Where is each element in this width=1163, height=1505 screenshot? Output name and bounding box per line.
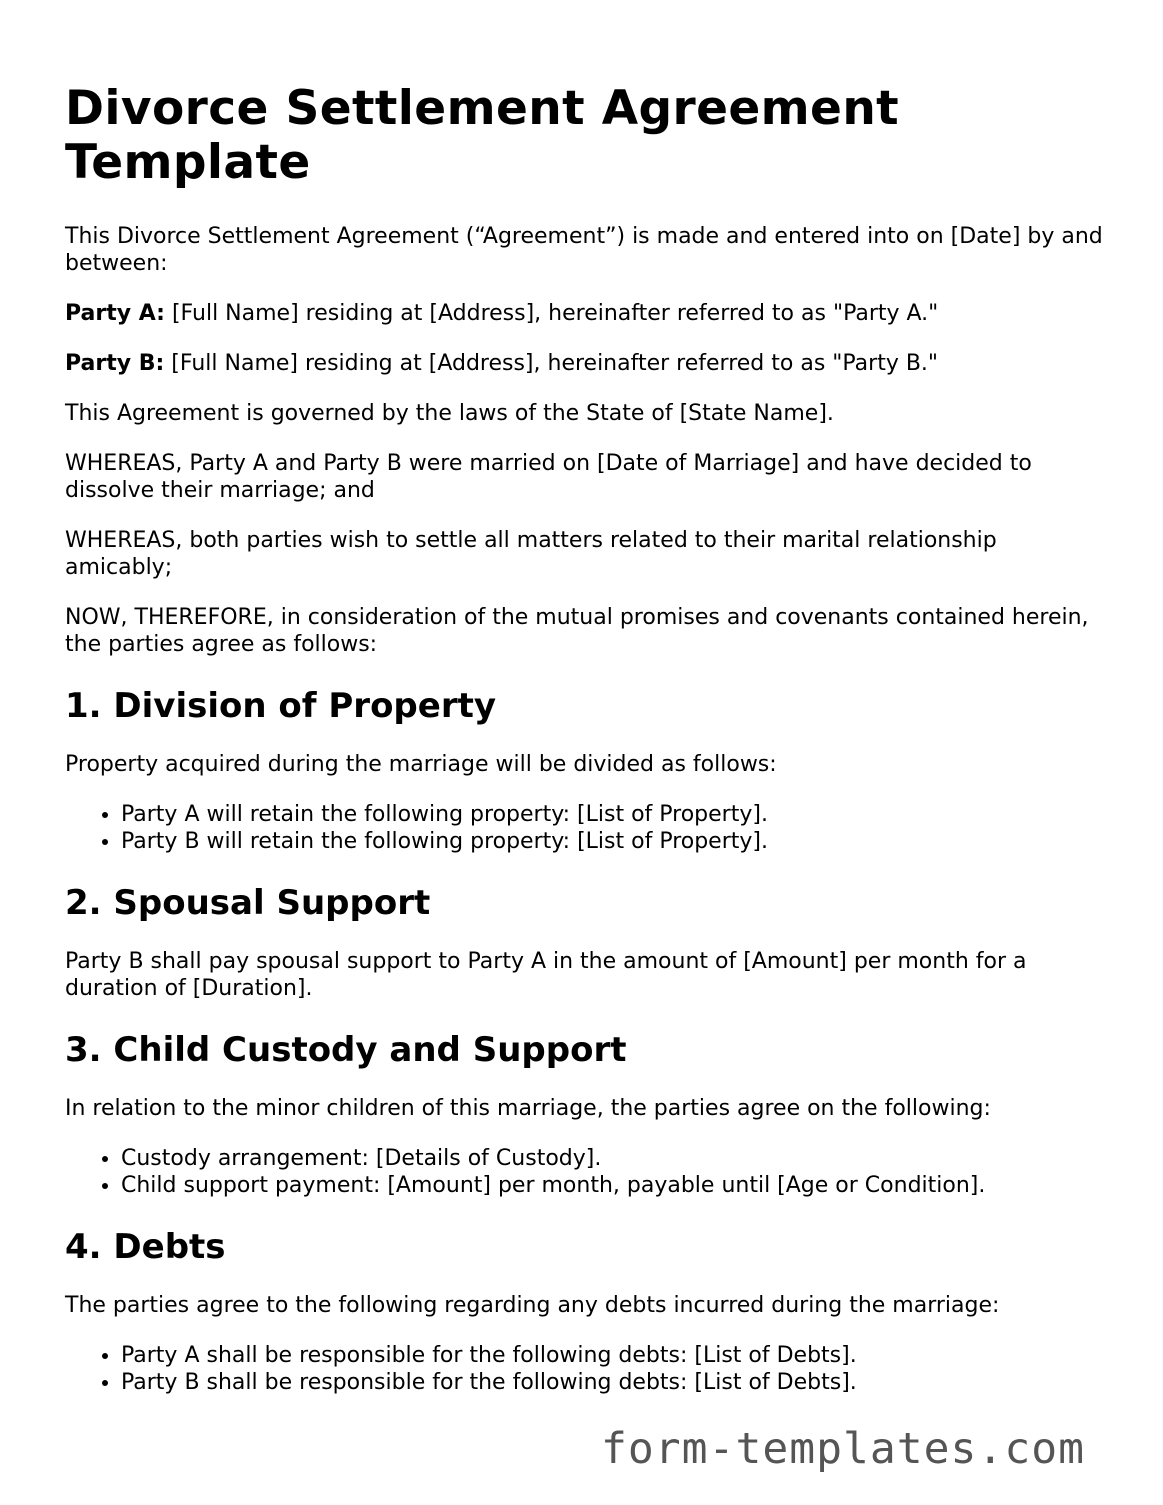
document-title: Divorce Settlement Agreement Template <box>65 81 900 190</box>
watermark: form-templates.com <box>601 1424 1085 1474</box>
list-item: • Custody arrangement: [Details of Custody]. <box>121 1145 1105 1172</box>
property-list <box>65 801 1105 855</box>
party-b-paragraph <box>65 350 1105 377</box>
list-item: • Party B shall be responsible for the following debts: [List of Debts]. <box>121 1369 1105 1396</box>
section-heading-property: 1. Division of Property <box>65 686 497 726</box>
party-a-text: [Full Name] residing at [Address], hereinafter referred to as "Party A." <box>164 301 939 326</box>
section-body-property: Property acquired during the marriage will be divided as follows: <box>65 752 777 777</box>
party-b-label: Party B: <box>65 351 165 376</box>
list-item: • Party A shall be responsible for the following debts: [List of Debts]. <box>121 1342 1105 1369</box>
list-item: • Party B will retain the following property: [List of Property]. <box>121 828 1105 855</box>
party-a-paragraph <box>65 300 1105 327</box>
whereas-paragraph-1: WHEREAS, Party A and Party B were married on [Date of Marriage] and have decided to dissolve their marriage; and <box>65 451 1032 503</box>
section-body-debts: The parties agree to the following regarding any debts incurred during the marriage: <box>65 1293 1000 1318</box>
debts-list <box>65 1342 1105 1396</box>
section-body-child-custody: In relation to the minor children of this marriage, the parties agree on the following: <box>65 1096 991 1121</box>
section-heading-debts: 4. Debts <box>65 1227 226 1267</box>
intro-paragraph: This Divorce Settlement Agreement (“Agreement”) is made and entered into on [Date] by and between: <box>65 224 1103 276</box>
section-heading-child-custody: 3. Child Custody and Support <box>65 1030 627 1070</box>
section-body-spousal-support: Party B shall pay spousal support to Party A in the amount of [Amount] per month for a duration of [Duration]. <box>65 949 1027 1001</box>
now-therefore-paragraph: NOW, THEREFORE, in consideration of the mutual promises and covenants contained herein, the parties agree as follows: <box>65 605 1089 657</box>
governing-law-paragraph: This Agreement is governed by the laws of the State of [State Name]. <box>65 401 834 426</box>
whereas-paragraph-2: WHEREAS, both parties wish to settle all matters related to their marital relationship amicably; <box>65 528 997 580</box>
list-item: • Party A will retain the following property: [List of Property]. <box>121 801 1105 828</box>
document-page <box>65 0 1105 1396</box>
section-heading-spousal-support: 2. Spousal Support <box>65 883 431 923</box>
custody-list <box>65 1145 1105 1199</box>
party-a-label: Party A: <box>65 301 165 326</box>
party-b-text: [Full Name] residing at [Address], hereinafter referred to as "Party B." <box>164 351 939 376</box>
list-item: • Child support payment: [Amount] per month, payable until [Age or Condition]. <box>121 1172 1105 1199</box>
